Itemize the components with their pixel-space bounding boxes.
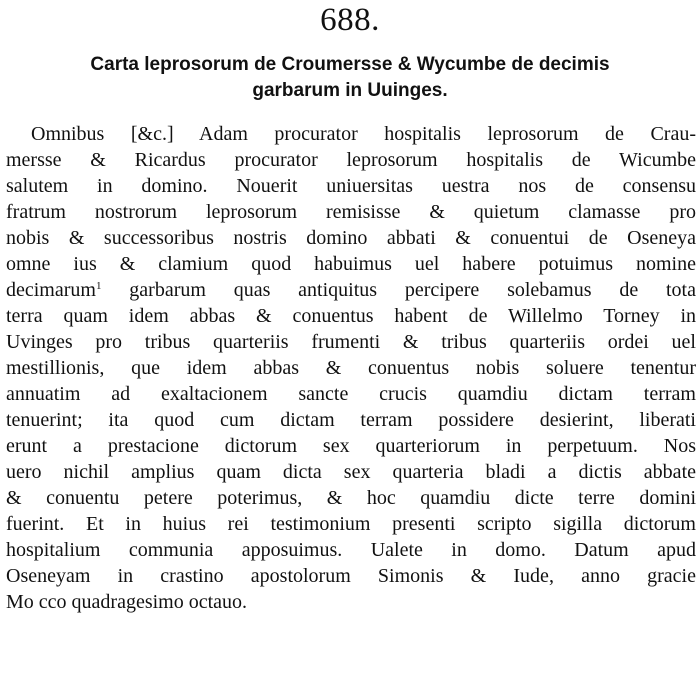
charter-line-final: Mo cco quadragesimo octauo. <box>6 591 248 613</box>
charter-line: hospitalium communia apposuimus. Ualete in domo. Datum apud <box>6 539 696 561</box>
charter-line: erunt a prestacione dictorum sex quarteriorum in perpetuum. Nos <box>6 435 696 457</box>
charter-number: 688. <box>320 2 380 38</box>
charter-line: terra quam idem abbas & conuentus habent de Willelmo Torney in <box>6 305 696 327</box>
charter-word: decimarum <box>6 279 96 301</box>
charter-line-rest: garbarum quas antiquitus percipere solebamus de tota <box>101 279 696 301</box>
charter-title-line: garbarum in Uuinges. <box>252 80 448 101</box>
charter-line: omne ius & clamium quod habuimus uel habere potuimus nomine <box>6 253 696 275</box>
charter-line: salutem in domino. Nouerit uniuersitas uestra nos de consensu <box>6 175 696 197</box>
charter-line: & conuentu petere poterimus, & hoc quamdiu dicte terre domini <box>6 487 696 509</box>
charter-line: fratrum nostrorum leprosorum remisisse & quietum clamasse pro <box>6 201 696 223</box>
charter-line: tenuerint; ita quod cum dictam terram possidere desierint, liberati <box>6 409 696 431</box>
charter-body <box>6 121 696 615</box>
charter-line: annuatim ad exaltacionem sancte crucis quamdiu dictam terram <box>6 383 696 405</box>
charter-line: mersse & Ricardus procurator leprosorum hospitalis de Wicumbe <box>6 149 696 171</box>
charter-title <box>10 52 690 104</box>
charter-line-with-footnote <box>6 277 696 303</box>
footnote-marker: 1 <box>95 280 102 292</box>
charter-line: Uvinges pro tribus quarteriis frumenti & tribus quarteriis ordei uel <box>6 331 696 353</box>
charter-line: mestillionis, que idem abbas & conuentus nobis soluere tenentur <box>6 357 696 379</box>
charter-line: Omnibus [&c.] Adam procurator hospitalis leprosorum de Crau- <box>31 123 696 145</box>
charter-line: uero nichil amplius quam dicta sex quarteria bladi a dictis abbate <box>6 461 696 483</box>
charter-line: nobis & successoribus nostris domino abbati & conuentui de Oseneya <box>6 227 696 249</box>
charter-line: Oseneyam in crastino apostolorum Simonis & Iude, anno gracie <box>6 565 696 587</box>
charter-title-line: Carta leprosorum de Croumersse & Wycumbe de decimis <box>90 54 610 75</box>
charter-line: fuerint. Et in huius rei testimonium presenti scripto sigilla dictorum <box>6 513 696 535</box>
